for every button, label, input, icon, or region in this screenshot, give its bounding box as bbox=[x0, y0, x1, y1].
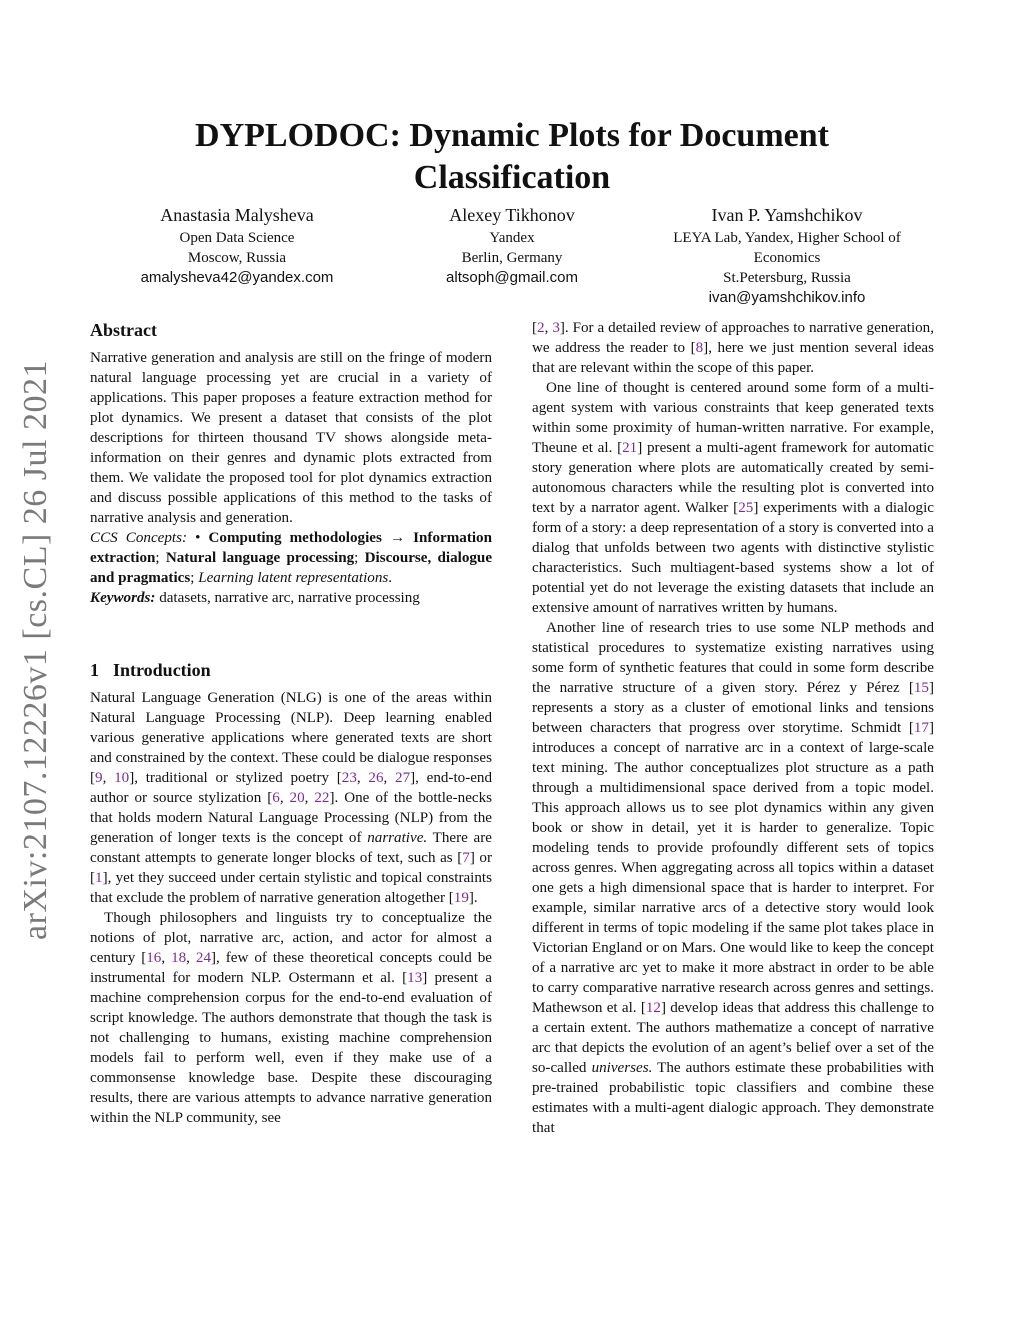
right-paragraph-2: One line of thought is centered around some form of a multi-agent system with various constraints that keep generated texts within some proximity of human-written narrative. For example, Theune et al. [21] present a multi-agent framework for automatic story generation where plots are automatically created by semi-autonomous characters while the resulting plot is converted into text by a narrator agent. Walker [25] experiments with a dialogic form of a story: a deep representation of a story is converted into a dialog that unfolds between two agents with distinctive stylistic characteristics. Such multiagent-based systems show a lot of potential yet do not leverage the existing datasets that include an extensive amount of narratives written by humans. bbox=[532, 380, 934, 616]
citation-link[interactable]: 10 bbox=[114, 770, 130, 786]
author-location: Moscow, Russia bbox=[187, 250, 287, 266]
citation-link[interactable]: 15 bbox=[913, 680, 929, 696]
abstract-text: Narrative generation and analysis are still on the fringe of modern natural language processing yet are crucial in a variety of applications. This paper proposes a feature extraction method for plot dynamics. We present a dataset that consists of the plot descriptions for thirteen thousand TV shows alongside meta-information on their genres and dynamic plots extracted from them. We validate the proposed tool for plot dynamics extraction and discuss possible applications of this method to the tasks of narrative analysis and generation. bbox=[90, 350, 492, 526]
right-paragraph-3: Another line of research tries to use some NLP methods and statistical procedures to systematize existing narratives using some form of synthetic features that could in some form describe the narrative structure of a given story. Pérez y Pérez [15] represents a story as a cluster of emotional links and tensions between characters that progress over storytime. Schmidt [17] introduces a concept of narrative arc in a context of large-scale text mining. The author conceptualizes plot structure as a path through a multidimensional space derived from a topic model. This approach allows us to see plot dynamics within any given book or show in detail, yet it is harder to generalize. Topic modeling tends to provide profoundly different sets of topics across genres. When aggregating across all topics within a dataset one gets a high dimensional space that is harder to interpret. For example, similar narrative arcs of a detective story would look different in terms of topic modeling if the same plot takes place in Victorian England or on Mars. One would like to keep the concept of a narrative arc yet to make it more abstract in order to be able to carry comparative narrative research across genres and settings. Mathewson et al. [12] develop ideas that address this challenge to a certain extent. The authors mathematize a concept of narrative arc that depicts the evolution of an agent’s belief over a set of the so-called universes. The authors estimate these probabilities with pre-trained probabilistic topic classifiers and combine these estimates with a multi-agent dialogic approach. They demonstrate that bbox=[532, 620, 934, 1136]
citation-link[interactable]: 2 bbox=[537, 320, 545, 336]
author-block bbox=[87, 203, 387, 288]
citation-link[interactable]: 27 bbox=[395, 770, 411, 786]
citation-link[interactable]: 19 bbox=[453, 890, 469, 906]
citation-link[interactable]: 6 bbox=[272, 790, 280, 806]
author-affiliation: Yandex bbox=[489, 230, 535, 246]
author-email[interactable]: amalysheva42@yandex.com bbox=[140, 269, 334, 286]
intro-paragraph-2: Though philosophers and linguists try to conceptualize the notions of plot, narrative arc, action, and actor for almost a century [16, 18, 24], few of these theoretical concepts could be instrumental for modern NLP. Ostermann et al. [13] present a machine comprehension corpus for the end-to-end evaluation of script knowledge. The authors demonstrate that though the task is not challenging to humans, existing machine comprehension models fail to perform well, even if they make use of a commonsense knowledge base. Despite these discouraging results, there are various attempts to advance narrative generation within the NLP community, see bbox=[90, 910, 493, 1126]
author-name: Anastasia Malysheva bbox=[160, 205, 314, 225]
citation-link[interactable]: 13 bbox=[407, 970, 423, 986]
section-heading: 1 Introduction bbox=[90, 660, 211, 680]
keywords: Keywords: datasets, narrative arc, narrative processing bbox=[90, 590, 420, 606]
citation-link[interactable]: 1 bbox=[95, 870, 103, 886]
citation-link[interactable]: 18 bbox=[171, 950, 187, 966]
left-column bbox=[90, 318, 492, 1128]
citation-link[interactable]: 9 bbox=[95, 770, 103, 786]
citation-link[interactable]: 12 bbox=[645, 1000, 661, 1016]
author-location: St.Petersburg, Russia bbox=[723, 270, 851, 286]
abstract-heading: Abstract bbox=[90, 320, 157, 340]
citation-link[interactable]: 25 bbox=[738, 500, 754, 516]
intro-paragraph-1: Natural Language Generation (NLG) is one of the areas within Natural Language Processing (NLP). Deep learning enabled various generative applications where generated texts are short and constrained by the context. These could be dialogue responses [9, 10], traditional or stylized poetry [23, 26, 27], end-to-end author or source stylization [6, 20, 22]. One of the bottle-necks that holds modern Natural Language Processing (NLP) from the generation of longer texts is the concept of narrative. There are constant attempts to generate longer blocks of text, such as [7] or [1], yet they succeed under certain stylistic and topical constraints that exclude the problem of narrative generation altogether [19]. bbox=[90, 690, 493, 906]
citation-link[interactable]: 7 bbox=[462, 850, 470, 866]
citation-link[interactable]: 3 bbox=[552, 320, 560, 336]
citation-link[interactable]: 17 bbox=[913, 720, 929, 736]
citation-link[interactable]: 24 bbox=[195, 950, 211, 966]
author-email[interactable]: ivan@yamshchikov.info bbox=[708, 289, 866, 306]
ccs-concepts: CCS Concepts: • Computing methodologies → Information extraction; Natural language processing; Discourse, dialogue and pragmatics; Learning latent representations. bbox=[90, 530, 493, 586]
author-name: Ivan P. Yamshchikov bbox=[711, 205, 863, 225]
author-email[interactable]: altsoph@gmail.com bbox=[446, 269, 578, 286]
arxiv-identifier: arXiv:2107.12226v1 [cs.CL] 26 Jul 2021 bbox=[17, 360, 54, 940]
citation-link[interactable]: 21 bbox=[622, 440, 638, 456]
citation-link[interactable]: 8 bbox=[695, 340, 704, 356]
citation-link[interactable]: 23 bbox=[341, 770, 357, 786]
author-affiliation: LEYA Lab, Yandex, Higher School of Economics bbox=[673, 230, 901, 266]
author-block bbox=[362, 203, 662, 288]
author-block bbox=[637, 203, 937, 308]
right-paragraph-1: [2, 3]. For a detailed review of approaches to narrative generation, we address the reader to [8], here we just mention several ideas that are relevant within the scope of this paper. bbox=[532, 320, 935, 376]
citation-link[interactable]: 26 bbox=[368, 770, 384, 786]
citation-link[interactable]: 16 bbox=[146, 950, 162, 966]
citation-link[interactable]: 20 bbox=[289, 790, 305, 806]
citation-link[interactable]: 22 bbox=[314, 790, 330, 806]
author-location: Berlin, Germany bbox=[461, 250, 563, 266]
author-name: Alexey Tikhonov bbox=[449, 205, 575, 225]
right-column bbox=[532, 318, 934, 1138]
author-affiliation: Open Data Science bbox=[179, 230, 295, 246]
paper-title: DYPLODOC: Dynamic Plots for Document Classification bbox=[195, 117, 829, 196]
